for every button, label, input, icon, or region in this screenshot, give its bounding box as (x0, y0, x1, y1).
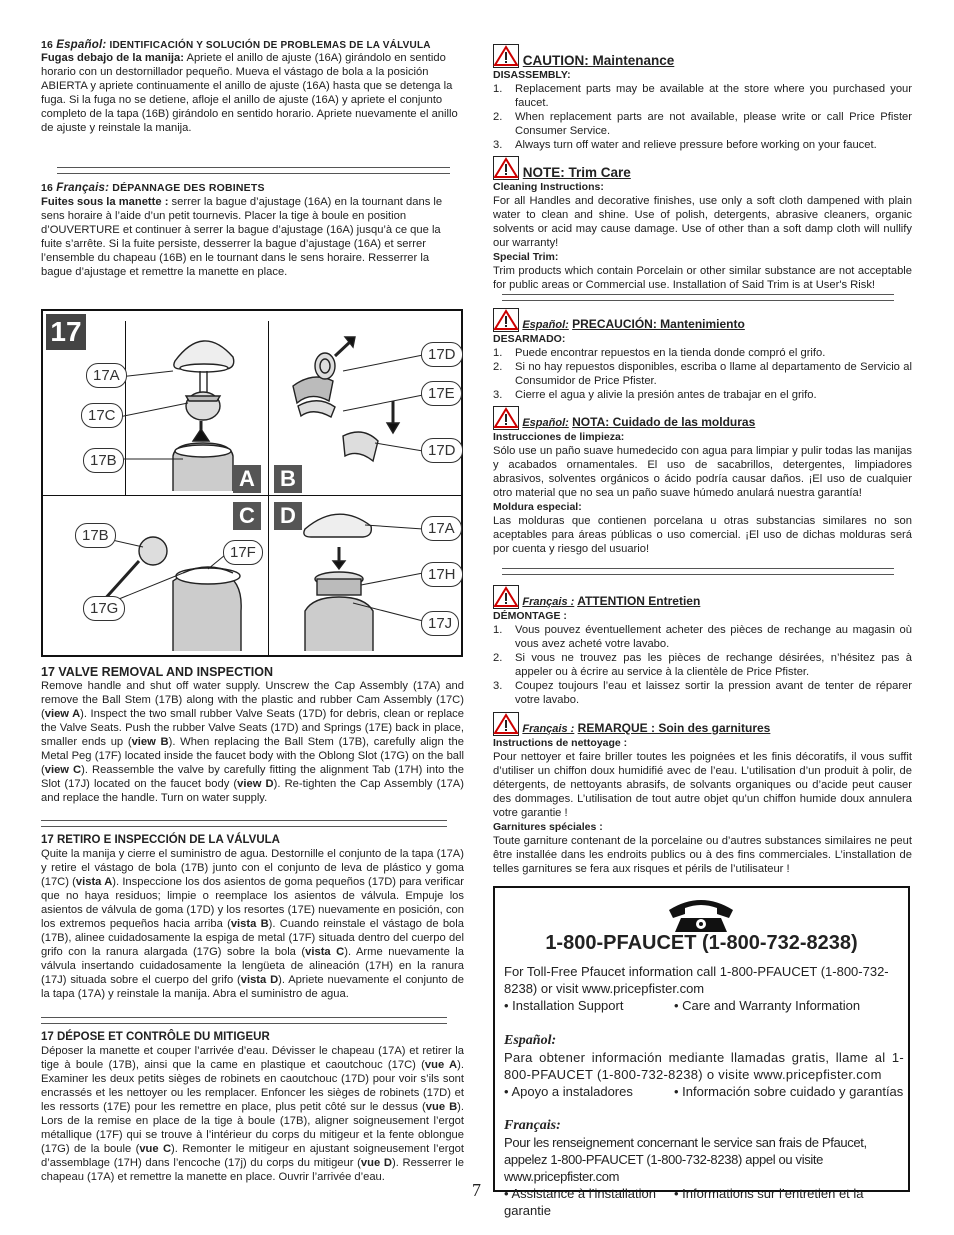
text-run: ). Cuando reinstale el vástago de bola (17B), alinee cuidadosamente la espiga de metal (17F) situada dentro del cuerpo del grifo con la ranura alargada (17G) sobre la bola ( (41, 918, 464, 958)
section-17-es-body (41, 847, 464, 1001)
page-number: 7 (472, 1180, 481, 1200)
pfaucet-contact-box (493, 886, 910, 1218)
view-ref: vista B (230, 918, 269, 930)
section-16-fr: 16 Français: DÉPANNAGE DES ROBINETS Fuites sous la manette : serrer la bague d’ajustage (16A) en la tournant dans le sens horaire à l’aide d’un petit tournevis. Placer la tige à boule en position d’OUVERTURE et continuer à serrer la bague d’ajustage (16A) jusqu’à ce que la fuite s’arrête. Si la fuite persiste, desserrer la bague d’ajustage (16A) et serrer l’ensemble du chapeau (16B) en le tournant dans le sens horaire. Resserrer la bague d’ajustage et remettre la manette en place. (41, 181, 451, 279)
view-b-label: B (274, 465, 302, 493)
warning-icon (493, 308, 519, 332)
list-number: 2. (493, 652, 503, 664)
pfaucet-es: Español: Para obtener información mediante llamadas gratis, llame al 1-800-PFAUCET (1-800-732-8238) o visite www.pricepfister.com • Apoyo a instaladores • Información sobre cuidado y garantías (504, 1033, 904, 1099)
text-run: ). When replacing the Ball Stem (17B), carefully align the Metal Peg (17F) located inside the faucet body with the Oblong Slot (17G) on the ball ( (41, 736, 464, 776)
telephone-icon (665, 894, 737, 934)
pfaucet-phone: 1-800-PFAUCET (1-800-732-8238) (545, 932, 858, 954)
section-17-fr-body (41, 1044, 464, 1184)
list-text: Cierre el agua y alivie la presión antes de trabajar en el grifo. (515, 389, 817, 401)
warning-icon (493, 712, 519, 736)
text-run: ). Lors de la remise en place de la tige à boule (17B), aligner soigneusement l’ergot métallique (17F) qui se trouve à l’intérieur du corps du mitigeur et la fente oblongue (17G) de la boule ( (41, 1101, 464, 1155)
note-trim-care-en: NOTE: Trim Care Cleaning Instructions: For all Handles and decorative finishes, use only a soft cloth dampened with plain water to clean and shine. Use of polish, detergents, abrasive cleaners, organic solvents or acid may cause damage. Use of other than a soft damp cloth will nullify our warranty! Special Trim: Trim products which contain Porcelain or other similar substance are not acceptable for public areas or Commercial use. Installation of Said Trim is at User's Risk! (493, 156, 912, 292)
caution-en-list (493, 82, 912, 152)
list-text: Vous pouvez éventuellement acheter des pièces de rechange au magasin où vous avez acheté votre lavabo. (515, 624, 912, 650)
caution-heading: CAUTION: Maintenance (493, 44, 912, 68)
callout-17j: 17J (421, 611, 459, 636)
callout-17b: 17B (83, 448, 124, 473)
text-run: ). Re-tighten the Cap Assembly (17A) and replace the handle. Turn on water supply. (41, 778, 464, 804)
list-text: Replacement parts may be available at the store where you purchased your faucet. (515, 83, 912, 109)
callout-17d: 17D (421, 342, 463, 367)
divider (41, 820, 447, 827)
list-number: 1. (493, 347, 503, 359)
section-16-fr-heading: 16 Français: DÉPANNAGE DES ROBINETS (41, 182, 265, 194)
list-number: 3. (493, 680, 503, 692)
list-item (493, 388, 912, 402)
note-trim-care-fr: Français : REMARQUE : Soin des garnitures Instructions de nettoyage : Pour nettoyer et faire briller toutes les poignées et les finis décoratifs, il vous suffit d’utiliser un chiffon doux humidifié avec de l’eau. L’utilisation d’un produit à polir, de détergents, de nettoyants abrasifs, de solvants organiques ou d’acide peut causer des dommages. L’utilisation de tout autre objet qu’un chiffon humide doux annulera votre garantie ! Garnitures spéciales : Toute garniture contenant de la porcelaine ou d’autres substances similaires ne peut être installée dans les endroits publics ou à des fins commerciales. L’installation de telles garnitures se fera aux risques et périls de l’utilisateur ! (493, 712, 912, 876)
callout-17c: 17C (81, 403, 123, 428)
list-text: Always turn off water and relieve pressure before working on your faucet. (515, 139, 877, 151)
warning-icon (493, 156, 519, 180)
warning-icon (493, 406, 519, 430)
section-17-es-heading: 17 RETIRO E INSPECCIÓN DE LA VÁLVULA (41, 834, 280, 846)
text-run: ). Remonter le mitigeur en ajustant soigneusement l’ergot d’assemblage (17H) dans l’encoche (17j) du corps du mitigeur ( (41, 1143, 465, 1169)
callout-17f: 17F (223, 540, 263, 565)
section-17-es (41, 833, 464, 1001)
text-run: ). Inspeccione los dos asientos de goma pequeños (17D) para verificar que no haya residuos; limpie o reemplace los asientos de válvula. Empuje los asientos de válvula de goma (17D) y los resortes (17E) nuevamente en posición, con los extremos pequeños hacia arriba ( (41, 876, 464, 930)
caution-maintenance-fr: Français : ATTENTION Entretien DÉMONTAGE : 1. Vous pouvez éventuellement acheter des pièces de rechange au magasin où vous avez acheté votre lavabo. 2. Si vous ne trouvez pas les pièces de rechange désirées, n’hésitez pas à appeler ou à écrire au service à la clientèle de Price Pfister. 3. Coupez toujours l’eau et laissez sortir la pression avant de tenter de réparer votre lavabo. (493, 585, 912, 707)
warning-icon (493, 44, 519, 68)
text-run: Déposer la manette et couper l’arrivée d’eau. Dévisser le chapeau (17A) et retirer la tige à boule (17B), ainsi que la came en plastique et caoutchouc (17C) ( (41, 1045, 464, 1071)
section-16-es: 16 Español: IDENTIFICACIÓN Y SOLUCIÓN DE PROBLEMAS DE LA VÁLVULA Fugas debajo de la manija: Apriete el anillo de ajuste (16A) girándolo en sentido horario con un destornillador pequeño. Mueva el vástago de bola a la posición ABIERTA y apriete continuamente el anillo de ajuste (16A) hasta que se detenga la fuga. Si la fuga no se detiene, afloje el anillo de ajuste (16A) y apriete el conjunto completo de la tapa (16B) girándolo en sentido horario. Apriete nuevamente el anillo de ajuste y reinstale la manija. (41, 40, 463, 135)
callout-17g: 17G (83, 596, 125, 621)
section-17-fr (41, 1030, 464, 1184)
note-trim-care-es: Español: NOTA: Cuidado de las molduras Instrucciones de limpieza: Sólo use un paño suave humedecido con agua para limpiar y pulir todas las manijas y acabados ornamentales. El uso de sacabrillos, detergentes, limpiadores abrasivos, solventes orgánicos o ácido podría causar daños. ¡El uso de cualquier otro material que no sea un paño suave húmedo anulará nuestra garantía! Moldura especial: Las molduras que contienen porcelana u otras substancias similares no son aceptables para áreas públicas o uso comercial. ¡El uso de dichas molduras será por cuenta y riesgo del usuario! (493, 406, 912, 556)
text-run: ). Inspect the two small rubber Valve Seats (17D) for debris, clean or replace the Valve Seats. Push the rubber Valve Seats (17D) and Springs (17E) back in place, smaller ends up ( (41, 708, 464, 748)
view-ref: vista A (75, 876, 113, 888)
text-run: ). Apriete nuevamente el conjunto de la tapa (17A) y reinstale la manija. Abra el suministro de agua. (41, 974, 465, 1000)
list-item (493, 110, 912, 138)
callout-17e: 17E (421, 381, 462, 406)
list-text: Si no hay repuestos disponibles, escriba o llame al departamento de Servicio al Consumidor de Price Pfister. (515, 361, 912, 387)
list-number: 2. (493, 111, 503, 123)
caution-maintenance-es: Español: PRECAUCIÓN: Mantenimiento DESARMADO: 1. Puede encontrar repuestos en la tienda donde compró el grifo. 2. Si no hay repuestos disponibles, escriba o llame al departamento de Servicio al Consumidor de Price Pfister. 3. Cierre el agua y alivie la presión antes de trabajar en el grifo. (493, 308, 912, 402)
callout-17h: 17H (421, 562, 463, 587)
list-item (493, 679, 912, 707)
list-number: 3. (493, 139, 503, 151)
list-text: When replacement parts are not available, please write or call Price Pfister Consumer Service. (515, 111, 912, 137)
figure-17 (41, 309, 463, 657)
list-item (493, 360, 912, 388)
divider (57, 167, 450, 174)
list-item (493, 138, 912, 152)
view-ref: view C (44, 764, 82, 776)
view-ref: vue B (425, 1101, 458, 1113)
view-ref: view B (131, 736, 169, 748)
list-number: 1. (493, 624, 503, 636)
pfaucet-en: For Toll-Free Pfaucet information call 1-800-PFAUCET (1-800-732-8238) or visit www.pricepfister.com • Installation Support • Care and Warranty Information (504, 964, 889, 1013)
list-text: Coupez toujours l’eau et laissez sortir la pression avant de tenter de réparer votre lavabo. (515, 680, 912, 706)
callout-17b-2: 17B (75, 523, 116, 548)
divider (502, 294, 894, 301)
text-run: ). Arme nuevamente la válvula insertando cuidadosamente la lengüeta de alineación (17H) en la ranura (17J) situada sobre el cuerpo del grifo ( (41, 946, 465, 986)
list-item (493, 82, 912, 110)
section-17-en-heading: 17 VALVE REMOVAL AND INSPECTION (41, 665, 273, 679)
list-text: Si vous ne trouvez pas les pièces de rechange désirées, n’hésitez pas à appeler ou à écrire au service à la clientèle de Price Pfister. (515, 652, 912, 678)
note-heading: NOTE: Trim Care (493, 156, 912, 180)
pfaucet-fr: Français: Pour les renseignement concernant le service san frais de Pfaucet, appelez 1-800-PFAUCET (1-800-732-8238) appel ou visite www.pricepfister.com • Assistance à l’installation • Informations sur l’entretien et la garantie (504, 1118, 867, 1218)
text-run: ). Resserrer le chapeau (17A) et remettre la manette en place. Ouvrir l’arrivée d’eau. (41, 1157, 465, 1183)
section-17-en (41, 665, 464, 805)
figure-number: 17 (46, 314, 86, 350)
list-text: Puede encontrar repuestos en la tienda donde compró el grifo. (515, 347, 826, 359)
text-run: ). Reassemble the valve by carefully fitting the alignment Tab (17H) into the Slot (17J) located on the faucet body ( (41, 764, 465, 790)
warning-icon (493, 585, 519, 609)
view-ref: vista D (240, 974, 279, 986)
section-17-en-body (41, 679, 464, 805)
text-run: Quite la manija y cierre el suministro de agua. Destornille el conjunto de la tapa (17A) y retire el vástago de bola (17B) junto con el conjunto de leva de plástico y goma (17C) ( (41, 848, 464, 888)
list-number: 1. (493, 83, 503, 95)
view-ref: vue D (360, 1157, 392, 1169)
divider (41, 1017, 447, 1024)
view-ref: vista C (305, 946, 345, 958)
view-ref: view A (44, 708, 81, 720)
view-ref: vue A (424, 1059, 458, 1071)
view-ref: vue C (139, 1143, 172, 1155)
caution-fr-list (493, 623, 912, 707)
callout-17a: 17A (86, 363, 127, 388)
list-item (493, 623, 912, 651)
text-run: Remove handle and shut off water supply. Unscrew the Cap Assembly (17A) and remove the Ball Stem (17B) along with the plastic and rubber Cam Assembly (17C) ( (41, 680, 464, 720)
view-c-label: C (233, 502, 261, 530)
section-16-es-heading: 16 Español: IDENTIFICACIÓN Y SOLUCIÓN DE PROBLEMAS DE LA VÁLVULA (41, 39, 431, 51)
divider (502, 568, 894, 575)
view-ref: view D (237, 778, 274, 790)
list-item (493, 651, 912, 679)
list-number: 2. (493, 361, 503, 373)
text-run: ). Examiner les deux petits sièges de robinets en caoutchouc (17D) pour voir s’ils sont encrassés et les nettoyer ou les remplacer. Enfoncer les sièges de robinets (17D) et les ressorts (17E) pour les remettre en place, plus petit côté sur le dessus ( (41, 1059, 464, 1113)
callout-17d-2: 17D (421, 438, 463, 463)
caution-es-list (493, 346, 912, 402)
list-number: 3. (493, 389, 503, 401)
view-a-label: A (233, 465, 261, 493)
list-item (493, 346, 912, 360)
section-17-fr-heading: 17 DÉPOSE ET CONTRÔLE DU MITIGEUR (41, 1031, 270, 1043)
view-d-label: D (274, 502, 302, 530)
caution-maintenance-en: CAUTION: Maintenance DISASSEMBLY: 1. Replacement parts may be available at the store where you purchased your faucet. 2. When replacement parts are not available, please write or call Price Pfister Consumer Service. 3. Always turn off water and relieve pressure before working on your faucet. (493, 44, 912, 152)
callout-17a-2: 17A (421, 516, 462, 541)
